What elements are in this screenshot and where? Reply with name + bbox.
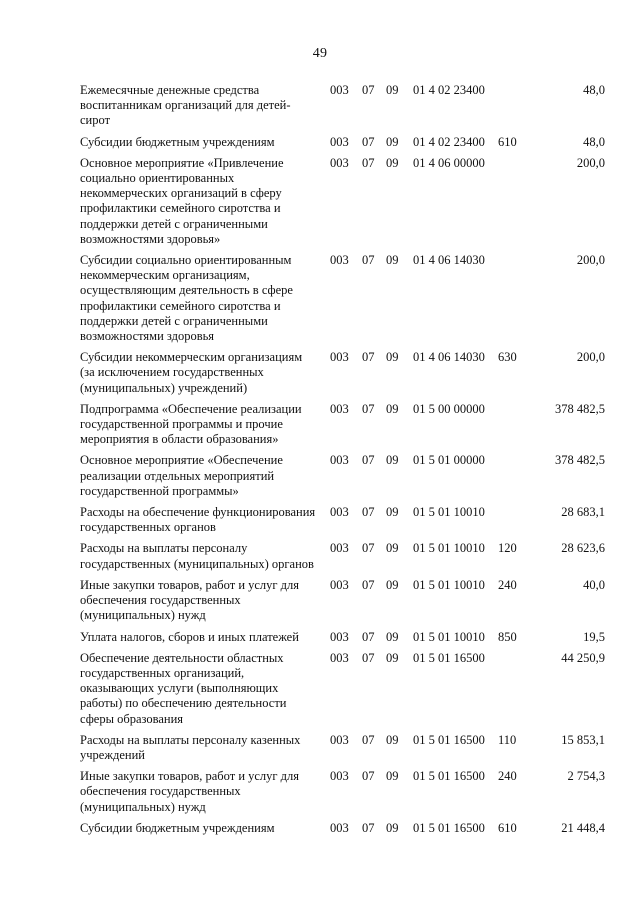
- row-section-code: 07: [362, 650, 375, 665]
- row-admin-code: 003: [330, 134, 349, 149]
- row-amount: 200,0: [576, 253, 605, 268]
- row-subsection-code: 09: [386, 83, 399, 97]
- row-subsection-code: 09: [386, 541, 399, 556]
- row-section-code: 07: [362, 577, 375, 592]
- row-name: Субсидии некоммерческим организациям (за исключением государственных (муниципальных) учреждений): [80, 350, 303, 395]
- row-section-code: 07: [362, 155, 375, 170]
- row-expense-type-code: 110: [498, 732, 517, 747]
- row-section-code: 07: [362, 505, 375, 520]
- table-row: [80, 821, 608, 842]
- row-subsection-code: 09: [386, 401, 399, 416]
- row-section-code: 07: [362, 350, 375, 365]
- row-amount: 378 482,5: [555, 401, 605, 416]
- row-expense-type-code: 630: [498, 350, 517, 365]
- row-name: Иные закупки товаров, работ и услуг для обеспечения государственных (муниципальных) нужд: [80, 577, 300, 623]
- row-amount: 28 683,1: [561, 505, 605, 520]
- row-admin-code: 003: [330, 732, 349, 747]
- row-section-code: 07: [362, 732, 375, 747]
- row-admin-code: 003: [330, 350, 349, 365]
- row-section-code: 07: [362, 769, 375, 784]
- row-section-code: 07: [362, 629, 375, 644]
- row-admin-code: 003: [330, 253, 349, 268]
- table-row: [80, 651, 608, 733]
- row-subsection-code: 09: [386, 134, 399, 149]
- row-amount: 28 623,6: [561, 541, 605, 556]
- row-section-code: 07: [362, 453, 375, 468]
- row-target-article-code: 01 4 06 14030: [413, 350, 485, 365]
- row-target-article-code: 01 5 01 16500: [413, 732, 485, 747]
- row-name: Уплата налогов, сборов и иных платежей: [80, 629, 299, 644]
- table-row: [80, 630, 608, 651]
- row-subsection-code: 09: [386, 253, 399, 268]
- row-name: Субсидии социально ориентированным некоммерческим организациям, осуществляющим деятельность в сфере профилактики семейного сиротства и поддержки детей с ограниченными возможностями здоровья: [80, 253, 293, 344]
- row-name: Обеспечение деятельности областных государственных организаций, оказывающих услуги (выполняющих работы) по обеспечению деятельности сферы образования: [80, 650, 287, 726]
- row-subsection-code: 09: [386, 629, 399, 644]
- table-row: [80, 578, 608, 630]
- row-subsection-code: 09: [386, 155, 399, 170]
- row-name: Ежемесячные денежные средства воспитанникам организаций для детей-сирот: [80, 83, 291, 128]
- row-name: Иные закупки товаров, работ и услуг для обеспечения государственных (муниципальных) нужд: [80, 769, 300, 814]
- row-name: Расходы на обеспечение функционирования государственных органов: [80, 505, 316, 535]
- row-subsection-code: 09: [386, 350, 399, 365]
- row-expense-type-code: 850: [498, 629, 517, 644]
- row-admin-code: 003: [330, 541, 349, 556]
- row-amount: 48,0: [583, 134, 605, 149]
- table-row: [80, 733, 608, 769]
- row-admin-code: 003: [330, 83, 349, 97]
- row-expense-type-code: 120: [498, 541, 517, 556]
- row-subsection-code: 09: [386, 453, 399, 468]
- row-amount: 40,0: [583, 577, 605, 592]
- row-expense-type-code: 240: [498, 577, 517, 592]
- row-target-article-code: 01 5 01 10010: [413, 629, 485, 644]
- table-row: [80, 505, 608, 541]
- row-name: Основное мероприятие «Обеспечение реализации отдельных мероприятий государственной программы»: [80, 453, 283, 498]
- row-target-article-code: 01 5 01 10010: [413, 577, 485, 592]
- row-target-article-code: 01 5 01 10010: [413, 541, 485, 556]
- table-row: [80, 402, 608, 454]
- row-subsection-code: 09: [386, 769, 399, 784]
- row-amount: 21 448,4: [561, 820, 605, 835]
- row-amount: 15 853,1: [561, 732, 605, 747]
- row-amount: 48,0: [583, 83, 605, 97]
- row-amount: 19,5: [583, 629, 605, 644]
- row-subsection-code: 09: [386, 732, 399, 747]
- row-name: Расходы на выплаты персоналу казенных учреждений: [80, 732, 301, 762]
- row-subsection-code: 09: [386, 650, 399, 665]
- table-row: [80, 135, 608, 156]
- row-admin-code: 003: [330, 155, 349, 170]
- row-subsection-code: 09: [386, 505, 399, 520]
- row-amount: 378 482,5: [555, 453, 605, 468]
- row-expense-type-code: 240: [498, 769, 517, 784]
- row-target-article-code: 01 4 06 14030: [413, 253, 485, 268]
- row-admin-code: 003: [330, 629, 349, 644]
- page-number: 49: [312, 46, 328, 61]
- row-amount: 2 754,3: [567, 769, 605, 784]
- row-section-code: 07: [362, 134, 375, 149]
- row-section-code: 07: [362, 541, 375, 556]
- row-admin-code: 003: [330, 505, 349, 520]
- row-section-code: 07: [362, 401, 375, 416]
- budget-table: [80, 83, 608, 842]
- row-amount: 44 250,9: [561, 650, 605, 665]
- row-amount: 200,0: [576, 155, 605, 170]
- row-target-article-code: 01 5 01 16500: [413, 820, 485, 835]
- row-target-article-code: 01 4 06 00000: [413, 155, 485, 170]
- row-target-article-code: 01 4 02 23400: [413, 83, 485, 97]
- row-section-code: 07: [362, 83, 375, 97]
- table-row: [80, 253, 608, 350]
- row-admin-code: 003: [330, 453, 349, 468]
- row-expense-type-code: 610: [498, 134, 517, 149]
- table-row: [80, 83, 608, 135]
- row-admin-code: 003: [330, 650, 349, 665]
- row-section-code: 07: [362, 253, 375, 268]
- row-name: Субсидии бюджетным учреждениям: [80, 134, 275, 149]
- table-row: [80, 453, 608, 505]
- table-row: [80, 769, 608, 821]
- row-name: Расходы на выплаты персоналу государственных (муниципальных) органов: [80, 541, 314, 571]
- row-subsection-code: 09: [386, 577, 399, 592]
- row-name: Субсидии бюджетным учреждениям: [80, 820, 275, 835]
- row-target-article-code: 01 5 01 16500: [413, 769, 485, 784]
- table-row: [80, 350, 608, 402]
- row-section-code: 07: [362, 820, 375, 835]
- row-admin-code: 003: [330, 769, 349, 784]
- row-target-article-code: 01 5 00 00000: [413, 401, 485, 416]
- row-admin-code: 003: [330, 577, 349, 592]
- row-name: Основное мероприятие «Привлечение социально ориентированных некоммерческих организаций в сферу профилактики семейного сиротства и поддержки детей с ограниченными возможностями здоровья»: [80, 155, 284, 246]
- row-target-article-code: 01 4 02 23400: [413, 134, 485, 149]
- row-target-article-code: 01 5 01 10010: [413, 505, 485, 520]
- row-admin-code: 003: [330, 401, 349, 416]
- row-target-article-code: 01 5 01 00000: [413, 453, 485, 468]
- table-row: [80, 541, 608, 577]
- table-row: [80, 156, 608, 253]
- row-subsection-code: 09: [386, 820, 399, 835]
- row-admin-code: 003: [330, 820, 349, 835]
- row-amount: 200,0: [576, 350, 605, 365]
- row-expense-type-code: 610: [498, 820, 517, 835]
- row-name: Подпрограмма «Обеспечение реализации государственной программы и прочие мероприятия в области образования»: [80, 401, 302, 447]
- row-target-article-code: 01 5 01 16500: [413, 650, 485, 665]
